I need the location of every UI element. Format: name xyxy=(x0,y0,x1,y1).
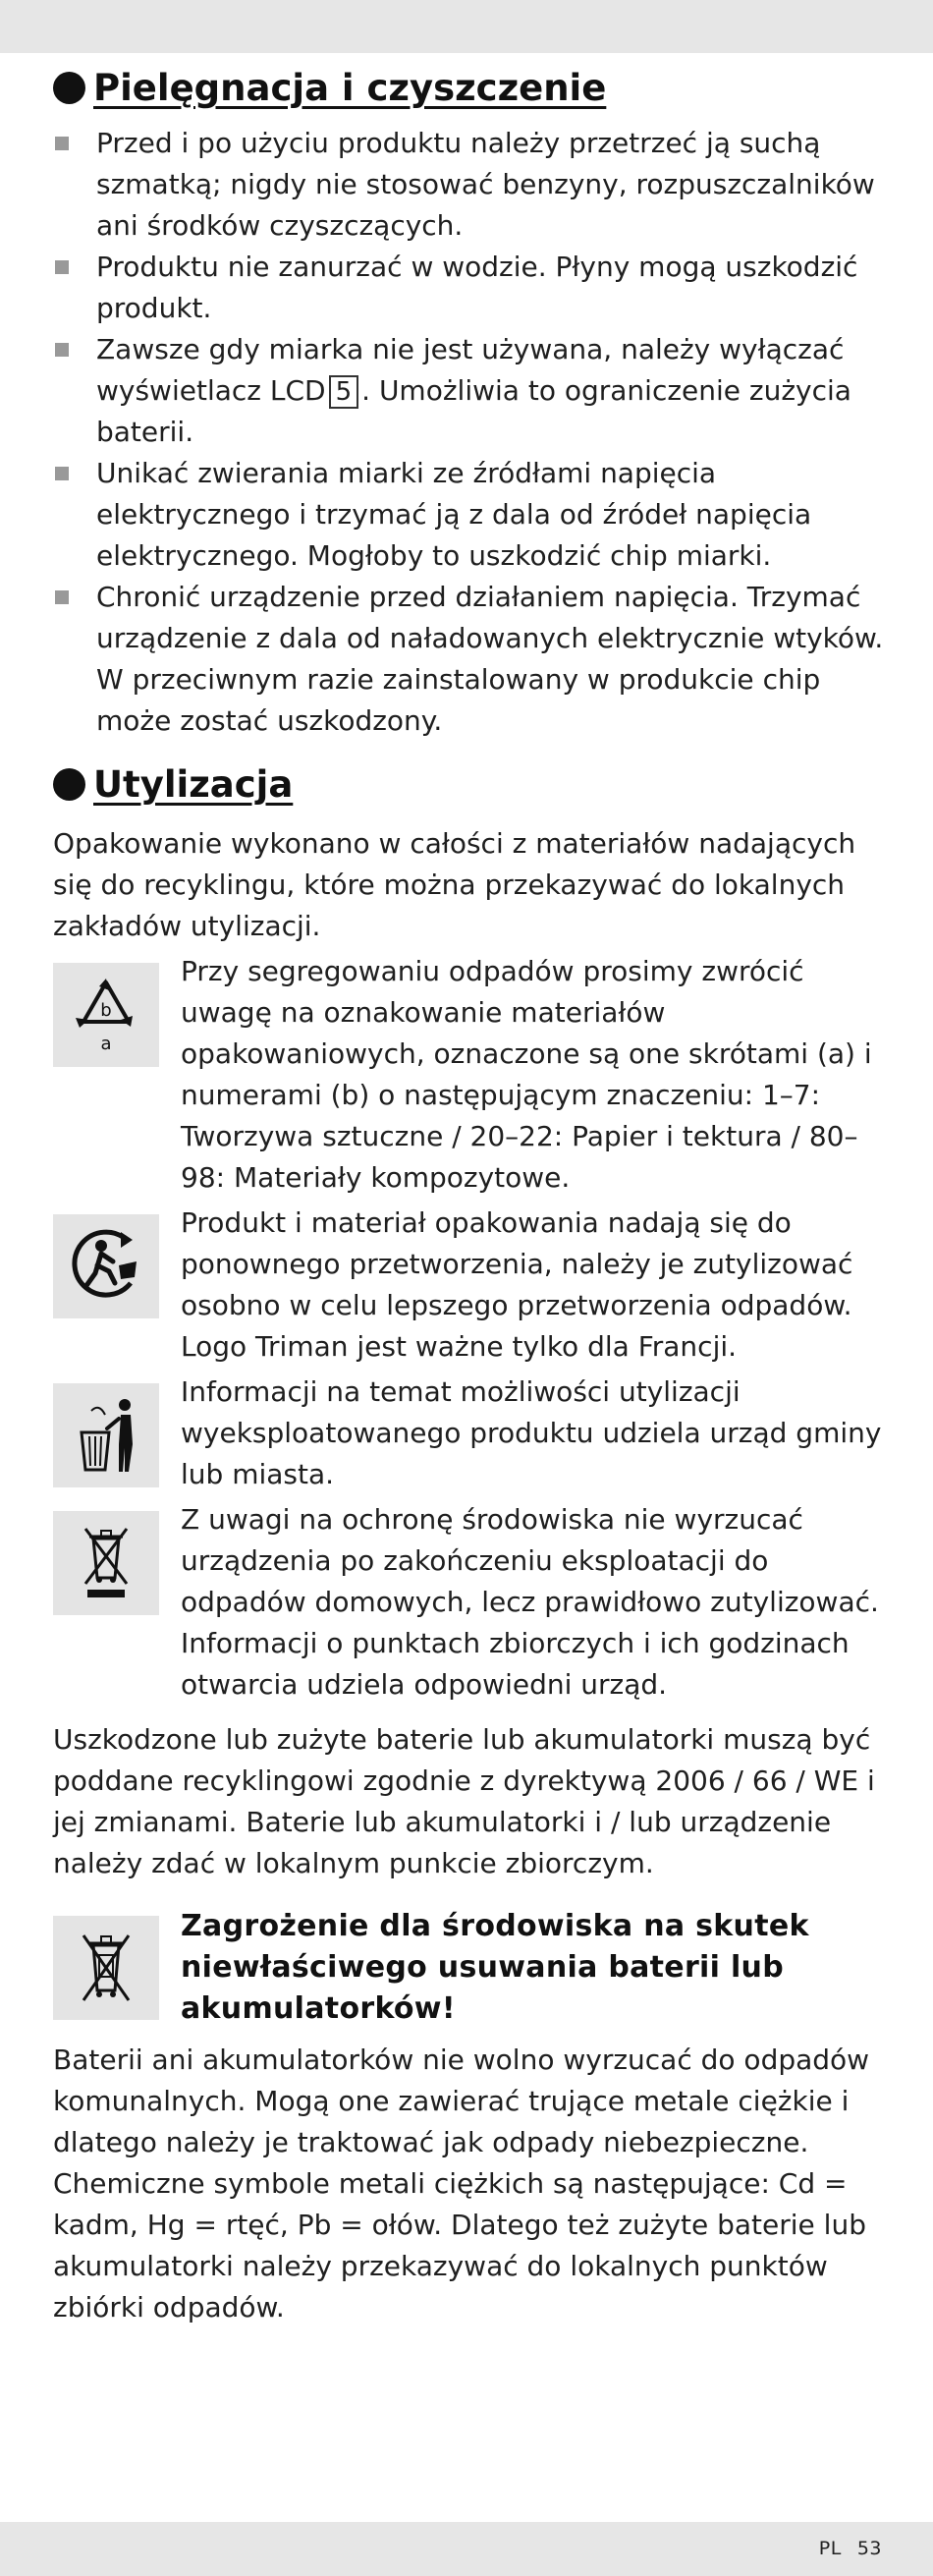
heading-bullet-dot xyxy=(53,72,85,104)
page-number: 53 xyxy=(856,2538,882,2559)
bottom-band xyxy=(0,2522,933,2576)
crossed-bin-icon xyxy=(53,1511,159,1615)
page-footer xyxy=(819,2538,882,2559)
footer-language: PL xyxy=(818,2538,842,2559)
disposal-heading-text: Utylizacja xyxy=(93,763,294,806)
battery-text: Uszkodzone lub zużyte baterie lub akumulatorki muszą być poddane recyklingowi zgodnie z dyrektywą 2006 / 66 / WE i jej zmianami. Baterie lub akumulatorki i / lub urządzenie należy zdać w lokalnym punkcie zbiorczym. xyxy=(53,1723,875,1879)
list-item: Unikać zwierania miarki ze źródłami napięcia elektrycznego i trzymać ją z dala od źródeł napięcia elektrycznego. Mogłoby to uszkodzić chip miarki. xyxy=(53,453,884,577)
lcd-reference-number: 5 xyxy=(329,375,359,409)
bullet-square-icon xyxy=(55,467,69,480)
list-item: Chronić urządzenie przed działaniem napięcia. Trzymać urządzenie z dala od naładowanych elektrycznie wtyków. W przeciwnym razie zainstalowany w produkcie chip może zostać uszkodzony. xyxy=(53,577,884,742)
recycling-code-icon xyxy=(53,963,159,1067)
bullet-square-icon xyxy=(55,343,69,357)
care-heading xyxy=(53,67,884,109)
triman-text: Produkt i materiał opakowania nadają się do ponownego przetworzenia, należy je zutylizować osobno w celu lepszego przetworzenia odpadów. Logo Triman jest ważne tylko dla Francji. xyxy=(181,1206,853,1363)
waste-bin-icon xyxy=(53,1383,159,1487)
triman-logo-icon xyxy=(53,1214,159,1318)
disposal-heading xyxy=(53,763,884,806)
care-list xyxy=(53,123,884,742)
battery-warning-heading: Zagrożenie dla środowiska na skutek niewłaściwego usuwania baterii lub akumulatorków! xyxy=(181,1909,809,2026)
bin-text: Informacji na temat możliwości utylizacji wyeksploatowanego produktu udziela urząd gminy lub miasta. xyxy=(181,1375,882,1490)
weee-symbol-row xyxy=(53,1499,884,1706)
svg-text:b: b xyxy=(100,1000,112,1021)
bullet-square-icon xyxy=(55,590,69,604)
bullet-square-icon xyxy=(55,137,69,150)
recycle-code-text: Przy segregowaniu odpadów prosimy zwrócić uwagę na oznakowanie materiałów opakowaniowych, oznaczone są one skrótami (a) i numerami (b) o następującym znaczeniu: 1–7: Tworzywa sztuczne / 20–22: Papier i tektura / 80–98: Materiały kompozytowe. xyxy=(181,955,872,1194)
weee-text: Z uwagi na ochronę środowiska nie wyrzucać urządzenia po zakończeniu eksploatacji do odpadów domowych, lecz prawidłowo zutylizować. Informacji o punktach zbiorczych i ich godzinach otwarcia udziela odpowiedni urząd. xyxy=(181,1503,879,1701)
page-content xyxy=(53,67,884,2328)
svg-text:a: a xyxy=(100,1034,112,1054)
bin-symbol-row xyxy=(53,1372,884,1495)
disposal-intro: Opakowanie wykonano w całości z materiałów nadających się do recyklingu, które można przekazywać do lokalnych zakładów utylizacji. xyxy=(53,827,856,942)
heading-bullet-dot xyxy=(53,768,85,801)
list-item: Produktu nie zanurzać w wodzie. Płyny mogą uszkodzić produkt. xyxy=(53,247,884,329)
list-item: Zawsze gdy miarka nie jest używana, należy wyłączać wyświetlacz LCD 5 . Umożliwia to ograniczenie zużycia baterii. xyxy=(53,329,884,453)
care-heading-text: Pielęgnacja i czyszczenie xyxy=(93,67,607,109)
triman-symbol-row xyxy=(53,1203,884,1368)
bullet-square-icon xyxy=(55,260,69,274)
battery-warning xyxy=(53,1906,884,2030)
recycle-symbol-row xyxy=(53,951,884,1199)
battery-warning-text: Baterii ani akumulatorków nie wolno wyrzucać do odpadów komunalnych. Mogą one zawierać trujące metale ciężkie i dlatego należy je traktować jak odpady niebezpieczne. Chemiczne symbole metali ciężkich są następujące: Cd = kadm, Hg = rtęć, Pb = ołów. Dlatego też zużyte baterie lub akumulatorki należy przekazywać do lokalnych punktów zbiórki odpadów. xyxy=(53,2044,870,2324)
list-item: Przed i po użyciu produktu należy przetrzeć ją suchą szmatką; nigdy nie stosować benzyny, rozpuszczalników ani środków czyszczących. xyxy=(53,123,884,247)
top-band xyxy=(0,0,933,53)
crossed-battery-bin-icon xyxy=(53,1916,159,2020)
